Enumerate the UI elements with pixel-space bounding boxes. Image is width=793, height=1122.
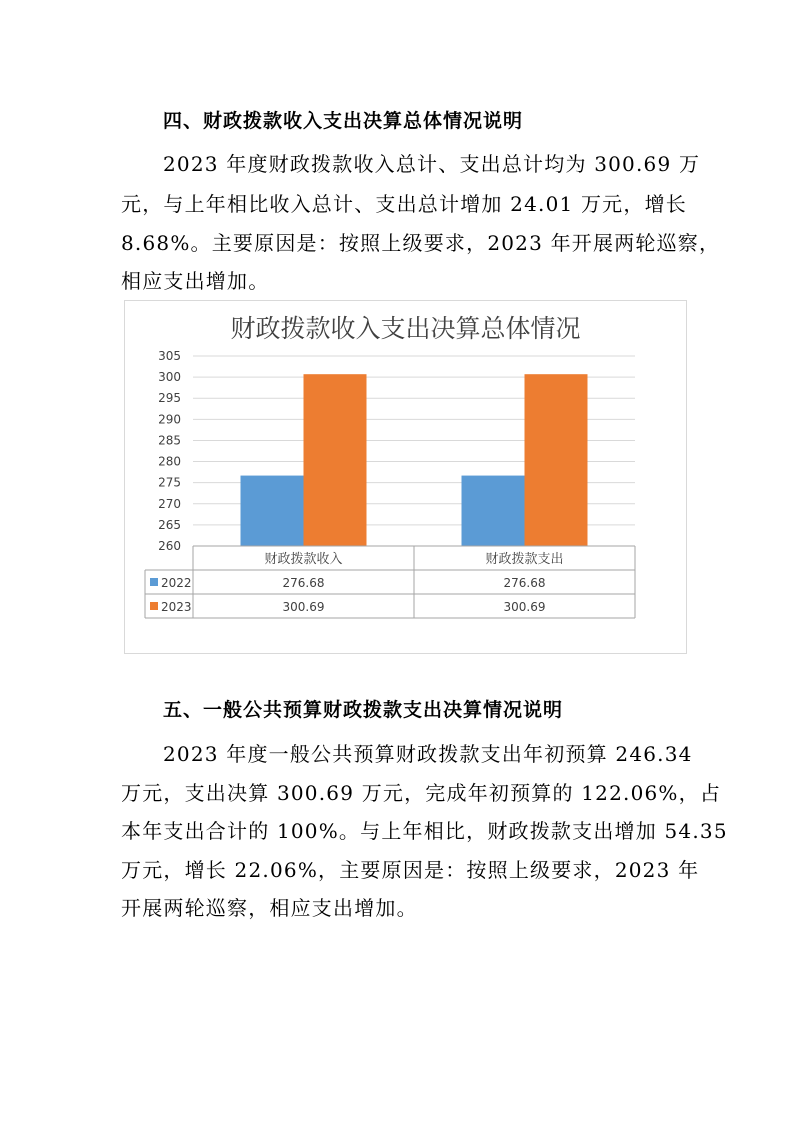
- bar-2023-2: [525, 374, 588, 546]
- y-tick-label: 275: [158, 475, 181, 490]
- section4-para-line-1: 2023 年度财政拨款收入总计、支出总计均为 300.69 万: [163, 152, 701, 176]
- y-tick-label: 270: [158, 496, 181, 511]
- section4-para-line-4: 相应支出增加。: [121, 269, 270, 293]
- section5-para-line-2: 万元，支出决算 300.69 万元，完成年初预算的 122.06%，占: [121, 781, 722, 805]
- data-label: 276.68: [282, 576, 325, 590]
- y-tick-label: 265: [158, 517, 181, 532]
- section5-para-line-3: 本年支出合计的 100%。与上年相比，财政拨款支出增加 54.35: [121, 819, 728, 843]
- y-tick-label: 295: [158, 391, 181, 406]
- data-label: 300.69: [503, 600, 546, 614]
- section5-para-line-5: 开展两轮巡察，相应支出增加。: [121, 896, 418, 920]
- section5-para-line-4: 万元，增长 22.06%，主要原因是：按照上级要求，2023 年: [121, 858, 700, 882]
- legend-key-2022: [150, 578, 158, 586]
- section5-para-line-1: 2023 年度一般公共预算财政拨款支出年初预算 246.34: [163, 742, 693, 766]
- section4-para-line-3: 8.68%。主要原因是：按照上级要求，2023 年开展两轮巡察，: [121, 231, 721, 255]
- category-label: 财政拨款支出: [485, 552, 564, 567]
- y-tick-label: 305: [158, 349, 181, 363]
- chart-title: 财政拨款收入支出决算总体情况: [230, 314, 581, 343]
- bar-2022-1: [241, 476, 304, 546]
- section5-heading: 五、一般公共预算财政拨款支出决算情况说明: [163, 699, 564, 721]
- section4-para-line-2: 元，与上年相比收入总计、支出总计增加 24.01 万元，增长: [121, 192, 687, 216]
- legend-label-2022: 2022: [161, 576, 192, 590]
- data-label: 276.68: [503, 576, 546, 590]
- y-tick-label: 285: [158, 433, 181, 448]
- bar-chart: [125, 301, 686, 653]
- bar-2022-2: [462, 476, 525, 546]
- category-label: 财政拨款收入: [264, 552, 343, 567]
- legend-label-2023: 2023: [161, 600, 192, 614]
- chart-container: [124, 300, 687, 654]
- y-tick-label: 290: [158, 412, 181, 427]
- bar-2023-1: [304, 374, 367, 546]
- legend-key-2023: [150, 602, 158, 610]
- y-tick-label: 300: [158, 370, 181, 385]
- y-tick-label: 260: [158, 539, 181, 553]
- y-tick-label: 280: [158, 454, 181, 469]
- section4-heading: 四、财政拨款收入支出决算总体情况说明: [163, 110, 524, 132]
- data-label: 300.69: [282, 600, 325, 614]
